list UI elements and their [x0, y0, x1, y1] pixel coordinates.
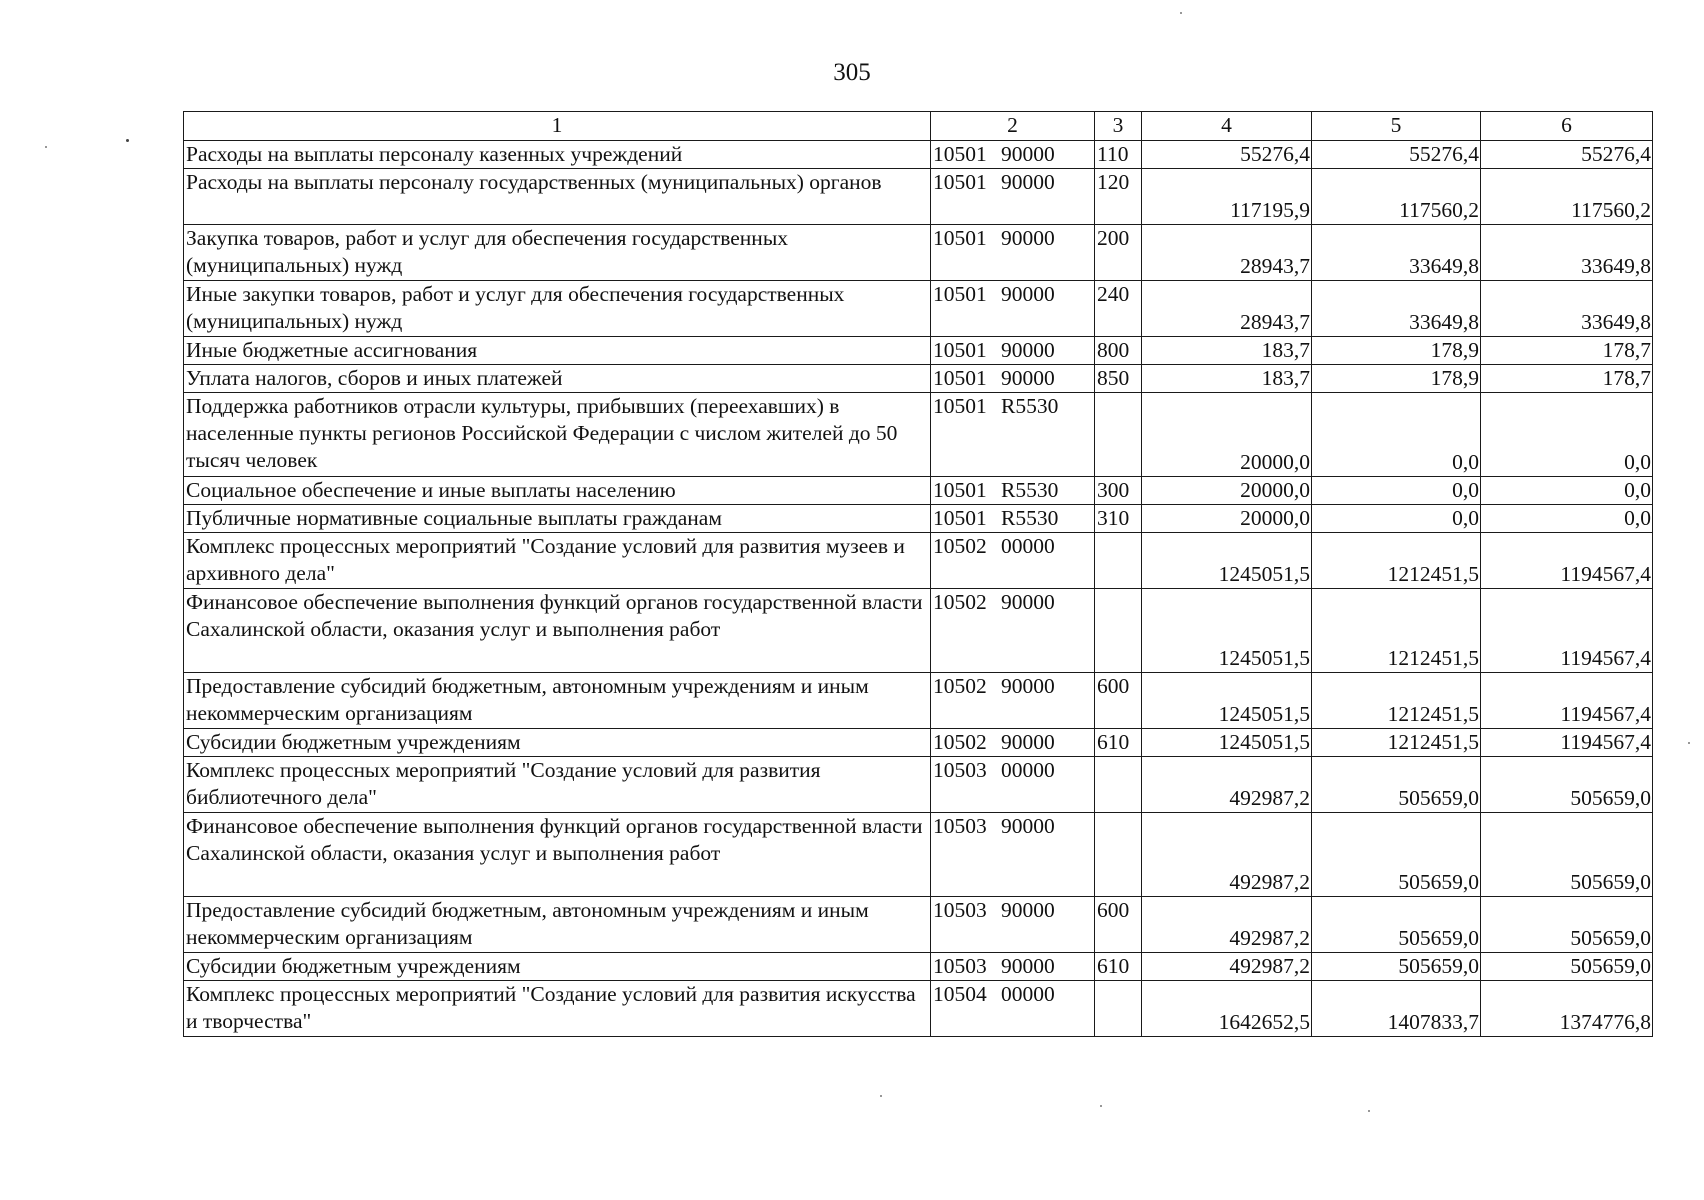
expense-kind-cell: [1095, 757, 1142, 813]
direction-code: 90000: [1001, 814, 1055, 838]
program-code: 10502: [933, 534, 987, 558]
amount-col-4: 183,7: [1142, 365, 1312, 393]
amount-col-4: 1245051,5: [1142, 589, 1312, 673]
budget-code-cell: [931, 813, 1095, 897]
table-row: [184, 757, 1653, 813]
direction-code: R5530: [1001, 478, 1059, 502]
amount-col-4: 20000,0: [1142, 505, 1312, 533]
budget-code-cell: [931, 897, 1095, 953]
amount-col-5: 505659,0: [1312, 897, 1481, 953]
amount-col-5: 117560,2: [1312, 169, 1481, 225]
expense-name-cell: Комплекс процессных мероприятий "Создание условий для развития искусства и творчества": [184, 981, 931, 1037]
amount-col-4: 28943,7: [1142, 225, 1312, 281]
expense-kind-cell: 240: [1095, 281, 1142, 337]
column-header: 4: [1142, 112, 1312, 141]
header-row: [184, 112, 1653, 141]
table-row: [184, 505, 1653, 533]
amount-col-5: 1212451,5: [1312, 673, 1481, 729]
expense-name-cell: Закупка товаров, работ и услуг для обеспечения государственных (муниципальных) нужд: [184, 225, 931, 281]
expense-name-cell: Финансовое обеспечение выполнения функций органов государственной власти Сахалинской области, оказания услуг и выполнения работ: [184, 589, 931, 673]
program-code: 10501: [933, 338, 987, 362]
direction-code: 90000: [1001, 954, 1055, 978]
program-code: 10503: [933, 898, 987, 922]
direction-code: 90000: [1001, 282, 1055, 306]
column-header: 6: [1481, 112, 1653, 141]
table-row: [184, 225, 1653, 281]
amount-col-5: 505659,0: [1312, 813, 1481, 897]
amount-col-6: 0,0: [1481, 393, 1653, 477]
expense-kind-cell: [1095, 589, 1142, 673]
budget-code-cell: [931, 673, 1095, 729]
amount-col-6: 0,0: [1481, 505, 1653, 533]
budget-code-cell: [931, 757, 1095, 813]
column-header: 1: [184, 112, 931, 141]
expense-kind-cell: 610: [1095, 729, 1142, 757]
amount-col-6: 1194567,4: [1481, 729, 1653, 757]
program-code: 10501: [933, 366, 987, 390]
direction-code: 90000: [1001, 898, 1055, 922]
expense-name-cell: Иные закупки товаров, работ и услуг для обеспечения государственных (муниципальных) нужд: [184, 281, 931, 337]
table-row: [184, 141, 1653, 169]
amount-col-4: 492987,2: [1142, 813, 1312, 897]
budget-code-cell: [931, 589, 1095, 673]
budget-code-cell: [931, 169, 1095, 225]
expense-name-cell: Публичные нормативные социальные выплаты гражданам: [184, 505, 931, 533]
amount-col-5: 33649,8: [1312, 225, 1481, 281]
amount-col-4: 55276,4: [1142, 141, 1312, 169]
amount-col-4: 183,7: [1142, 337, 1312, 365]
table-row: [184, 337, 1653, 365]
amount-col-6: 0,0: [1481, 477, 1653, 505]
direction-code: 00000: [1001, 982, 1055, 1006]
direction-code: 90000: [1001, 226, 1055, 250]
budget-code-cell: [931, 953, 1095, 981]
expense-kind-cell: 600: [1095, 897, 1142, 953]
budget-code-cell: [931, 365, 1095, 393]
table-row: [184, 589, 1653, 673]
direction-code: 90000: [1001, 142, 1055, 166]
amount-col-6: 117560,2: [1481, 169, 1653, 225]
direction-code: 00000: [1001, 758, 1055, 782]
amount-col-4: 492987,2: [1142, 953, 1312, 981]
direction-code: 90000: [1001, 366, 1055, 390]
expense-kind-cell: 800: [1095, 337, 1142, 365]
amount-col-5: 1407833,7: [1312, 981, 1481, 1037]
program-code: 10502: [933, 590, 987, 614]
budget-code-cell: [931, 533, 1095, 589]
amount-col-6: 178,7: [1481, 337, 1653, 365]
budget-code-cell: [931, 141, 1095, 169]
amount-col-6: 1194567,4: [1481, 589, 1653, 673]
program-code: 10501: [933, 506, 987, 530]
amount-col-5: 0,0: [1312, 477, 1481, 505]
amount-col-4: 1245051,5: [1142, 673, 1312, 729]
column-header: 3: [1095, 112, 1142, 141]
amount-col-6: 505659,0: [1481, 813, 1653, 897]
table-row: [184, 281, 1653, 337]
amount-col-4: 492987,2: [1142, 897, 1312, 953]
budget-code-cell: [931, 281, 1095, 337]
expense-name-cell: Иные бюджетные ассигнования: [184, 337, 931, 365]
program-code: 10501: [933, 394, 987, 418]
expense-kind-cell: [1095, 393, 1142, 477]
program-code: 10501: [933, 142, 987, 166]
amount-col-5: 178,9: [1312, 365, 1481, 393]
amount-col-6: 33649,8: [1481, 225, 1653, 281]
table-row: [184, 813, 1653, 897]
column-header: 2: [931, 112, 1095, 141]
budget-code-cell: [931, 505, 1095, 533]
amount-col-5: 1212451,5: [1312, 533, 1481, 589]
program-code: 10501: [933, 478, 987, 502]
direction-code: 90000: [1001, 338, 1055, 362]
budget-code-cell: [931, 981, 1095, 1037]
amount-col-5: 0,0: [1312, 393, 1481, 477]
table-row: [184, 393, 1653, 477]
expense-name-cell: Расходы на выплаты персоналу казенных учреждений: [184, 141, 931, 169]
expense-kind-cell: 310: [1095, 505, 1142, 533]
program-code: 10503: [933, 758, 987, 782]
expense-name-cell: Субсидии бюджетным учреждениям: [184, 729, 931, 757]
scan-speck: [1368, 1110, 1370, 1112]
amount-col-4: 1245051,5: [1142, 729, 1312, 757]
amount-col-6: 1194567,4: [1481, 533, 1653, 589]
amount-col-6: 505659,0: [1481, 953, 1653, 981]
amount-col-6: 505659,0: [1481, 757, 1653, 813]
expense-kind-cell: 850: [1095, 365, 1142, 393]
amount-col-4: 117195,9: [1142, 169, 1312, 225]
amount-col-4: 492987,2: [1142, 757, 1312, 813]
amount-col-4: 20000,0: [1142, 477, 1312, 505]
program-code: 10502: [933, 730, 987, 754]
amount-col-6: 505659,0: [1481, 897, 1653, 953]
expense-kind-cell: [1095, 813, 1142, 897]
amount-col-6: 178,7: [1481, 365, 1653, 393]
expense-kind-cell: 300: [1095, 477, 1142, 505]
amount-col-5: 178,9: [1312, 337, 1481, 365]
expense-kind-cell: 200: [1095, 225, 1142, 281]
amount-col-5: 33649,8: [1312, 281, 1481, 337]
amount-col-5: 505659,0: [1312, 757, 1481, 813]
program-code: 10501: [933, 226, 987, 250]
expense-name-cell: Предоставление субсидий бюджетным, автономным учреждениям и иным некоммерческим организациям: [184, 673, 931, 729]
amount-col-4: 1642652,5: [1142, 981, 1312, 1037]
expense-kind-cell: 610: [1095, 953, 1142, 981]
expense-kind-cell: 600: [1095, 673, 1142, 729]
scan-speck: [126, 139, 129, 142]
expense-kind-cell: 110: [1095, 141, 1142, 169]
budget-code-cell: [931, 477, 1095, 505]
budget-code-cell: [931, 393, 1095, 477]
column-header: 5: [1312, 112, 1481, 141]
program-code: 10504: [933, 982, 987, 1006]
scan-speck: [1180, 12, 1182, 14]
amount-col-5: 1212451,5: [1312, 589, 1481, 673]
direction-code: 90000: [1001, 170, 1055, 194]
scan-speck: [1100, 1105, 1102, 1107]
table-row: [184, 533, 1653, 589]
amount-col-6: 1194567,4: [1481, 673, 1653, 729]
table-row: [184, 729, 1653, 757]
expense-name-cell: Субсидии бюджетным учреждениям: [184, 953, 931, 981]
table-row: [184, 477, 1653, 505]
budget-code-cell: [931, 337, 1095, 365]
amount-col-5: 55276,4: [1312, 141, 1481, 169]
budget-code-cell: [931, 729, 1095, 757]
amount-col-4: 28943,7: [1142, 281, 1312, 337]
table-row: [184, 897, 1653, 953]
scan-speck: [880, 1095, 882, 1097]
program-code: 10501: [933, 170, 987, 194]
direction-code: 90000: [1001, 590, 1055, 614]
table-row: [184, 981, 1653, 1037]
amount-col-4: 20000,0: [1142, 393, 1312, 477]
table-body: [184, 112, 1653, 1037]
amount-col-5: 1212451,5: [1312, 729, 1481, 757]
table-row: [184, 953, 1653, 981]
table-row: [184, 673, 1653, 729]
expense-name-cell: Расходы на выплаты персоналу государственных (муниципальных) органов: [184, 169, 931, 225]
expense-name-cell: Уплата налогов, сборов и иных платежей: [184, 365, 931, 393]
page-number: 305: [833, 59, 871, 86]
scan-speck: [45, 146, 47, 148]
budget-code-cell: [931, 225, 1095, 281]
program-code: 10503: [933, 954, 987, 978]
program-code: 10503: [933, 814, 987, 838]
direction-code: R5530: [1001, 506, 1059, 530]
expense-kind-cell: [1095, 533, 1142, 589]
amount-col-6: 1374776,8: [1481, 981, 1653, 1037]
direction-code: 00000: [1001, 534, 1055, 558]
table-row: [184, 169, 1653, 225]
amount-col-6: 55276,4: [1481, 141, 1653, 169]
expense-kind-cell: [1095, 981, 1142, 1037]
program-code: 10501: [933, 282, 987, 306]
amount-col-4: 1245051,5: [1142, 533, 1312, 589]
table-row: [184, 365, 1653, 393]
expense-kind-cell: 120: [1095, 169, 1142, 225]
expense-name-cell: Социальное обеспечение и иные выплаты населению: [184, 477, 931, 505]
amount-col-5: 0,0: [1312, 505, 1481, 533]
expense-name-cell: Поддержка работников отрасли культуры, прибывших (переехавших) в населенные пункты регионов Российской Федерации с числом жителей до 50 тысяч человек: [184, 393, 931, 477]
expense-name-cell: Комплекс процессных мероприятий "Создание условий для развития музеев и архивного дела": [184, 533, 931, 589]
direction-code: 90000: [1001, 674, 1055, 698]
scan-speck: [1688, 742, 1690, 744]
program-code: 10502: [933, 674, 987, 698]
expense-name-cell: Финансовое обеспечение выполнения функций органов государственной власти Сахалинской области, оказания услуг и выполнения работ: [184, 813, 931, 897]
amount-col-6: 33649,8: [1481, 281, 1653, 337]
expense-name-cell: Предоставление субсидий бюджетным, автономным учреждениям и иным некоммерческим организациям: [184, 897, 931, 953]
direction-code: R5530: [1001, 394, 1059, 418]
budget-table: [183, 111, 1653, 1037]
direction-code: 90000: [1001, 730, 1055, 754]
amount-col-5: 505659,0: [1312, 953, 1481, 981]
expense-name-cell: Комплекс процессных мероприятий "Создание условий для развития библиотечного дела": [184, 757, 931, 813]
